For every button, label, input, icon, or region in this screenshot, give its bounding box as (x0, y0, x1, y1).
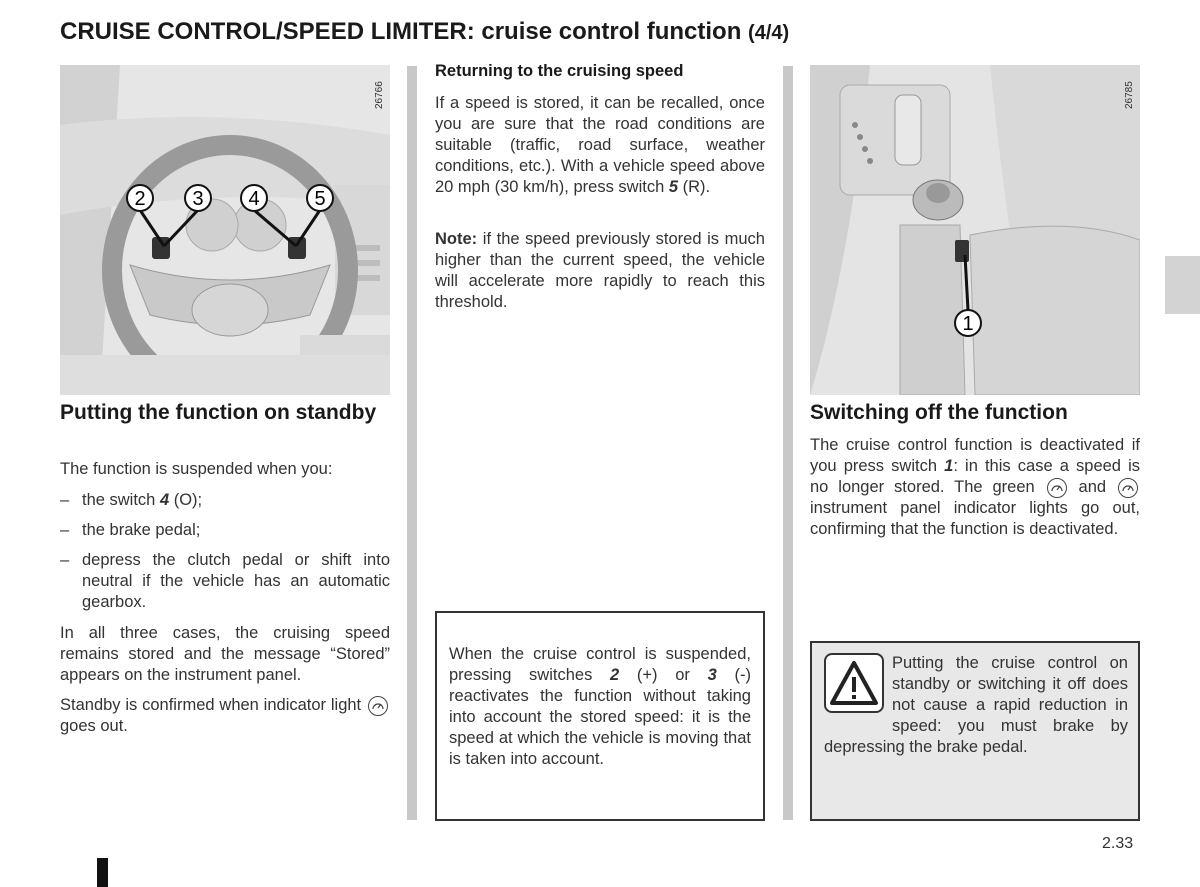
returning-text: If a speed is stored, it can be recalled, once you are sure that the road conditions are suitable (traffic, road surface, weather conditions, etc.). With a vehicle speed above 20 mph (30 km/h), press switch (435, 94, 765, 196)
switch-number: 2 (610, 666, 620, 684)
callout-1: 1 (962, 313, 974, 335)
standby-stored-text: In all three cases, the cruising speed remains stored and the message “Stored” appears on the instrument panel. (60, 624, 390, 684)
suspended-info-box (435, 611, 765, 821)
switch-off-text: instrument panel indicator lights go out, confirming that the function is deactivated. (810, 499, 1140, 538)
list-dash: – (60, 551, 70, 569)
cruise-control-active-indicator-icon (1047, 478, 1067, 498)
switch-off-text: The cruise control function is deactivated if you press switch (810, 436, 1140, 475)
callout-4: 4 (248, 188, 260, 210)
list-item-text: (O); (169, 491, 203, 509)
figure-code-left: 26766 (374, 81, 385, 109)
callout-5: 5 (314, 188, 326, 210)
switch-off-text: and (1078, 478, 1107, 496)
returning-heading: Returning to the cruising speed (435, 62, 684, 80)
console-figure (810, 65, 1140, 395)
steering-wheel-figure (60, 65, 390, 395)
cruise-control-indicator-icon (368, 696, 388, 716)
standby-confirm-text (60, 695, 390, 737)
list-item (60, 520, 390, 541)
list-item-text: depress the clutch pedal or shift into neutral if the vehicle has an automatic gearbox. (82, 551, 390, 611)
note-text: if the speed previously stored is much higher than the current speed, the vehicle will accelerate more rapidly to reach this threshold. (435, 230, 765, 311)
confirm-text: Standby is confirmed when indicator light (60, 696, 362, 714)
box-text: (-) reactivates the function without taking into account the stored speed: it is the speed at which the vehicle is moving that is taken into account. (449, 666, 751, 768)
switch-number: 5 (668, 178, 679, 196)
list-item-text: the brake pedal; (82, 521, 201, 539)
column-divider-right (783, 66, 793, 820)
returning-paragraph (435, 93, 765, 198)
list-item (60, 550, 390, 613)
callout-2: 2 (134, 188, 146, 210)
page-title-text: CRUISE CONTROL/SPEED LIMITER: cruise control function (60, 18, 742, 45)
callout-3: 3 (192, 188, 204, 210)
returning-text: (R). (682, 178, 711, 196)
crop-mark (97, 858, 108, 887)
cruise-control-indicator-icon (1118, 478, 1138, 498)
box-text: When the cruise control is suspended, pressing switches (449, 645, 751, 684)
warning-icon-spacer (824, 653, 892, 717)
warning-text: Putting the cruise control on standby or switching it off does not cause a rapid reduction in speed: you must brake by depressing the brake pedal. (824, 654, 1128, 756)
warning-box (810, 641, 1140, 821)
box-text: (+) or (636, 666, 690, 684)
list-item-text: the switch (82, 491, 160, 509)
page-number: 2.33 (1102, 835, 1134, 852)
confirm-text: goes out. (60, 717, 128, 735)
standby-intro: The function is suspended when you: (60, 460, 333, 478)
suspended-info-text (449, 644, 751, 770)
switch-off-heading: Switching off the function (810, 401, 1068, 424)
list-dash: – (60, 491, 70, 509)
warning-text-block (824, 653, 1128, 758)
switch-off-text: : in this case a speed is no longer stored. The green (810, 457, 1140, 496)
standby-heading: Putting the function on standby (60, 401, 377, 424)
switch-number: 1 (944, 457, 954, 475)
list-dash: – (60, 521, 70, 539)
switch-number: 4 (159, 491, 170, 509)
chapter-tab-marker (1165, 256, 1200, 314)
standby-list (60, 490, 390, 622)
switch-off-paragraph (810, 435, 1140, 540)
list-item (60, 490, 390, 511)
steering-wheel-illustration (60, 65, 390, 395)
figure-code-right: 26785 (1124, 81, 1135, 109)
switch-number: 3 (707, 666, 717, 684)
column-divider-left (407, 66, 417, 820)
note-label: Note: (435, 230, 478, 248)
page-title (60, 18, 789, 46)
console-illustration (810, 65, 1140, 395)
returning-note (435, 229, 765, 313)
page-title-suffix: (4/4) (748, 22, 790, 44)
